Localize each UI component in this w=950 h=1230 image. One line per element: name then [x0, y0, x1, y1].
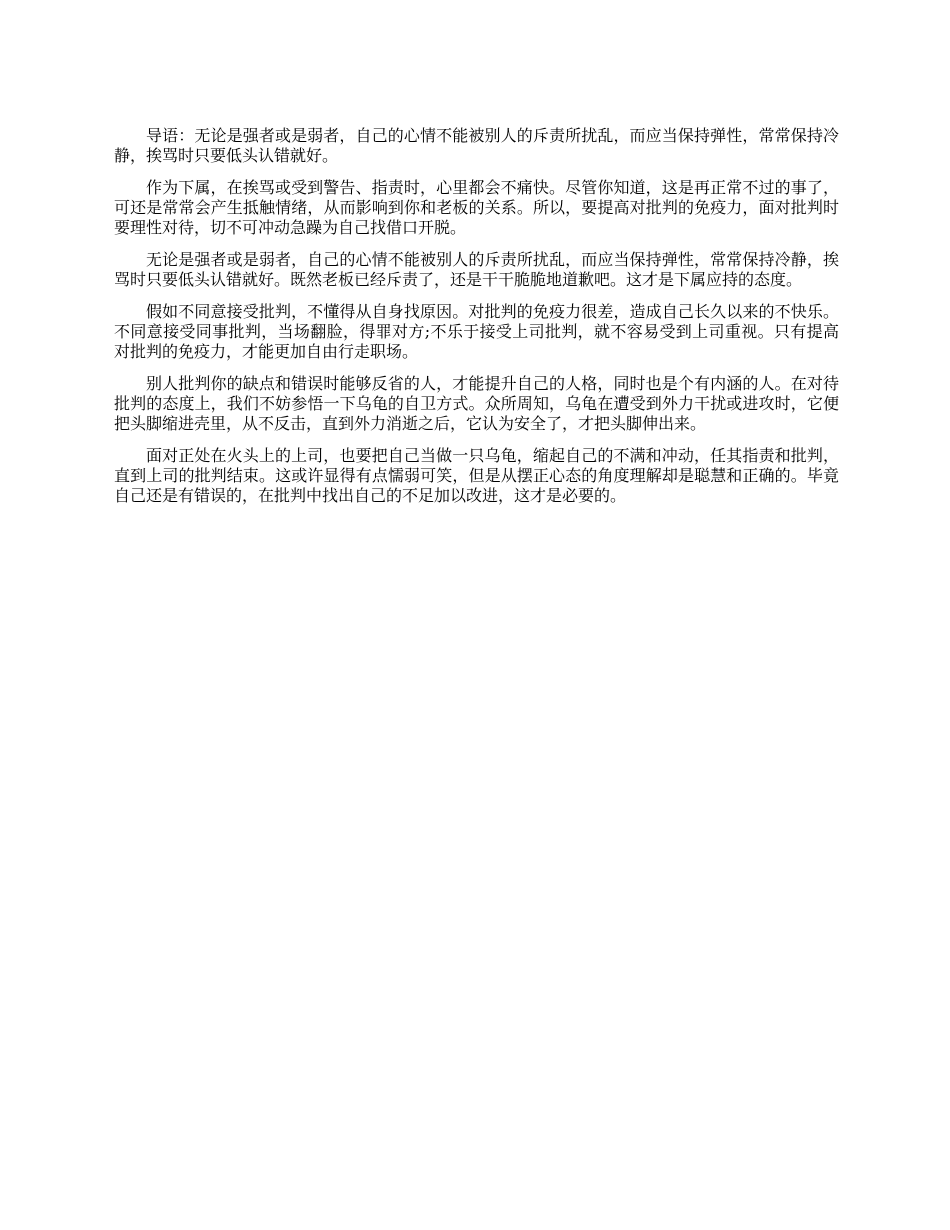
paragraph-6: 面对正处在火头上的上司，也要把自己当做一只乌龟，缩起自己的不满和冲动，任其指责和批判，直到上司的批判结束。这或许显得有点懦弱可笑，但是从摆正心态的角度理解却是聪慧和正确的。毕竟自己还是有错误的，在批判中找出自己的不足加以改进，这才是必要的。: [114, 446, 839, 505]
paragraph-2: 作为下属，在挨骂或受到警告、指责时，心里都会不痛快。尽管你知道，这是再正常不过的事了，可还是常常会产生抵触情绪，从而影响到你和老板的关系。所以，要提高对批判的免疫力，面对批判时要理性对待，切不可冲动急躁为自己找借口开脱。: [114, 178, 839, 237]
paragraph-4: 假如不同意接受批判，不懂得从自身找原因。对批判的免疫力很差，造成自己长久以来的不快乐。不同意接受同事批判，当场翻脸，得罪对方;不乐于接受上司批判，就不容易受到上司重视。只有提高对批判的免疫力，才能更加自由行走职场。: [114, 302, 839, 361]
paragraph-3: 无论是强者或是弱者，自己的心情不能被别人的斥责所扰乱，而应当保持弹性，常常保持冷静，挨骂时只要低头认错就好。既然老板已经斥责了，还是干干脆脆地道歉吧。这才是下属应持的态度。: [114, 250, 839, 289]
document-body: [114, 126, 839, 518]
paragraph-intro: 导语：无论是强者或是弱者，自己的心情不能被别人的斥责所扰乱，而应当保持弹性，常常保持冷静，挨骂时只要低头认错就好。: [114, 126, 839, 165]
paragraph-5: 别人批判你的缺点和错误时能够反省的人，才能提升自己的人格，同时也是个有内涵的人。在对待批判的态度上，我们不妨参悟一下乌龟的自卫方式。众所周知，乌龟在遭受到外力干扰或进攻时，它便把头脚缩进壳里，从不反击，直到外力消逝之后，它认为安全了，才把头脚伸出来。: [114, 374, 839, 433]
